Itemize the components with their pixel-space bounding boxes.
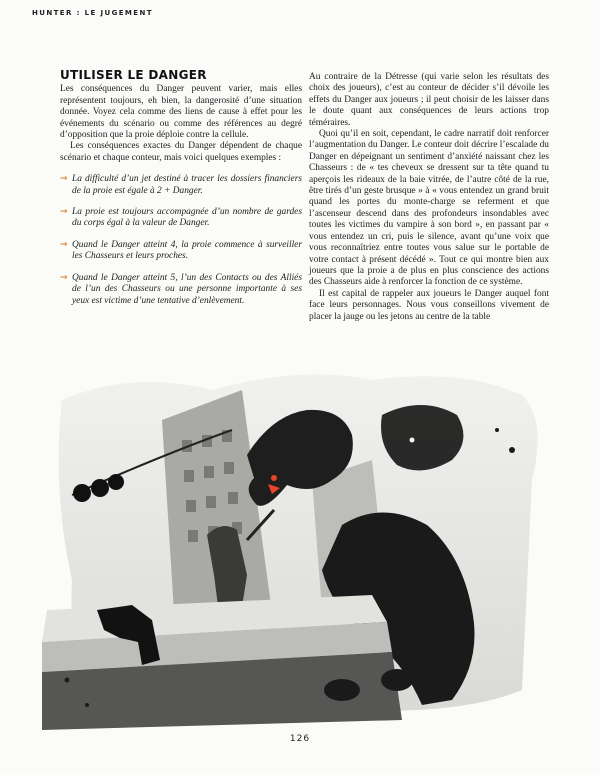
list-item xyxy=(60,273,302,307)
arrow-bullet-icon: → xyxy=(60,272,68,283)
list-item-text: La proie est toujours accompagnée d’un nombre de gardes du corps égal à la valeur de Danger. xyxy=(72,207,302,229)
list-item-text: Quand le Danger atteint 5, l’un des Contacts ou des Alliés de l’un des Chasseurs ou une personne importante à ses yeux est victime d’une tentative d’enlèvement. xyxy=(72,272,302,306)
right-column xyxy=(309,72,549,323)
list-item xyxy=(60,240,302,263)
page-number: 126 xyxy=(289,734,311,744)
illustration xyxy=(42,360,557,730)
left-column xyxy=(60,70,302,317)
paragraph: Il est capital de rappeler aux joueurs le Danger auquel font face leurs personnages. Nous vous conseillons vivement de placer la jauge ou les jetons au centre de la table xyxy=(309,288,549,322)
arrow-bullet-icon: → xyxy=(60,207,68,218)
list-item xyxy=(60,207,302,230)
arrow-bullet-icon: → xyxy=(60,174,68,185)
list-item-text: La difficulté d’un jet destiné à tracer les dossiers financiers de la proie est égale à 2 + Danger. xyxy=(72,174,302,196)
werewolf-eye xyxy=(271,475,277,481)
running-header: HUNTER : LE JUGEMENT xyxy=(32,9,153,17)
paragraph: Quoi qu’il en soit, cependant, le cadre narratif doit renforcer l’augmentation du Danger. Le conteur doit décrire l’escalade du Danger en dépeignant un sentiment d’anxiété naissant chez les Chasseurs : de « tes cheveux se dressent sur ta tête quand tu aperçois les rideaux de la baie vitrée, de l’autre côté de la rue, être tirés d’un geste brusque » à « vous entendez un grand bruit quand les portes du monte-charge se referment et que l’ascenseur descend dans des profondeurs insondables avec toutes les victimes du vampire à son bord », en passant par « vous entendez un cri, puis le silence, avant qu’une voix que vous reconnaîtriez entre toutes vous salue sur le portable de votre contact à présent décédé ». Tout ce qui montre bien aux joueurs que la proie a de plus en plus conscience des actions des Chasseurs aide à renforcer la fonction de ce système. xyxy=(309,129,549,288)
paragraph: Au contraire de la Détresse (qui varie selon les résultats des choix des joueurs), c’est au conteur de décider s’il dévoile les effets du Danger aux joueurs ; il peut choisir de les laisser dans le doute quant aux conséquences de leurs actions trop téméraires. xyxy=(309,72,549,128)
paragraph: Les conséquences du Danger peuvent varier, mais elles représentent toujours, eh bien, la dangerosité d’une situation donnée. Voyez cela comme des liens de cause à effet pour les événements du scénario ou comme des références au degré d’opposition que la proie déploie contre la cellule. xyxy=(60,84,302,141)
examples-list xyxy=(60,174,302,307)
shadow-wolf-eye xyxy=(410,438,415,443)
list-item xyxy=(60,174,302,197)
list-item-text: Quand le Danger atteint 4, la proie commence à surveiller les Chasseurs et leurs proches. xyxy=(72,239,302,262)
arrow-bullet-icon: → xyxy=(60,239,68,250)
paragraph: Les conséquences exactes du Danger dépendent de chaque scénario et chaque conteur, mais voici quelques exemples : xyxy=(60,141,302,163)
section-heading: UTILISER LE DANGER xyxy=(60,68,207,82)
